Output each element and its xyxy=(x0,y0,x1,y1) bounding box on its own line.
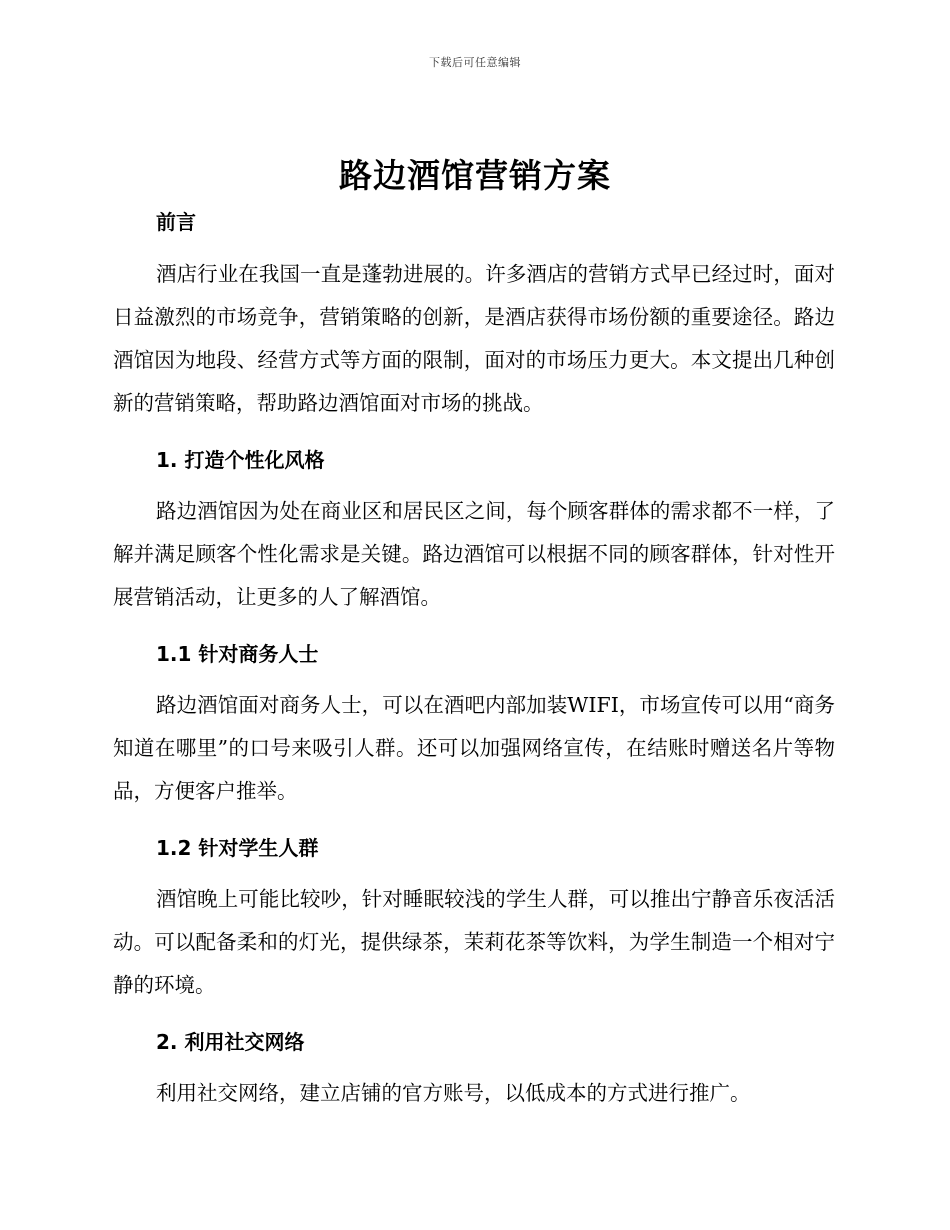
header-note: 下载后可任意编辑 xyxy=(429,56,521,69)
section-heading-preface: 前言 xyxy=(156,210,196,234)
section-paragraph-business-people: 路边酒馆面对商务人士，可以在酒吧内部加装WIFI，市场宣传可以用“商务知道在哪里”的口号来吸引人群。还可以加强网络宣传，在结账时赠送名片等物品，方便客户推举。 xyxy=(113,693,835,803)
section-heading-business-people: 1.1 针对商务人士 xyxy=(156,642,319,666)
section-heading-students: 1.2 针对学生人群 xyxy=(156,836,319,860)
document-title: 路边酒馆营销方案 xyxy=(339,156,611,195)
section-paragraph-preface: 酒店行业在我国一直是蓬勃进展的。许多酒店的营销方式早已经过时，面对日益激烈的市场竞争，营销策略的创新，是酒店获得市场份额的重要途径。路边酒馆因为地段、经营方式等方面的限制，面对的市场压力更大。本文提出几种创新的营销策略，帮助路边酒馆面对市场的挑战。 xyxy=(113,262,835,415)
section-paragraph-social-network: 利用社交网络，建立店铺的官方账号，以低成本的方式进行推广。 xyxy=(156,1081,751,1105)
section-heading-personalized-style: 1. 打造个性化风格 xyxy=(156,448,325,472)
section-paragraph-students: 酒馆晚上可能比较吵，针对睡眠较浅的学生人群，可以推出宁静音乐夜活活动。可以配备柔和的灯光，提供绿茶，茉莉花茶等饮料，为学生制造一个相对宁静的环境。 xyxy=(113,887,835,997)
section-paragraph-personalized-style: 路边酒馆因为处在商业区和居民区之间，每个顾客群体的需求都不一样，了解并满足顾客个性化需求是关键。路边酒馆可以根据不同的顾客群体，针对性开展营销活动，让更多的人了解酒馆。 xyxy=(113,499,835,609)
section-heading-social-network: 2. 利用社交网络 xyxy=(156,1030,305,1054)
